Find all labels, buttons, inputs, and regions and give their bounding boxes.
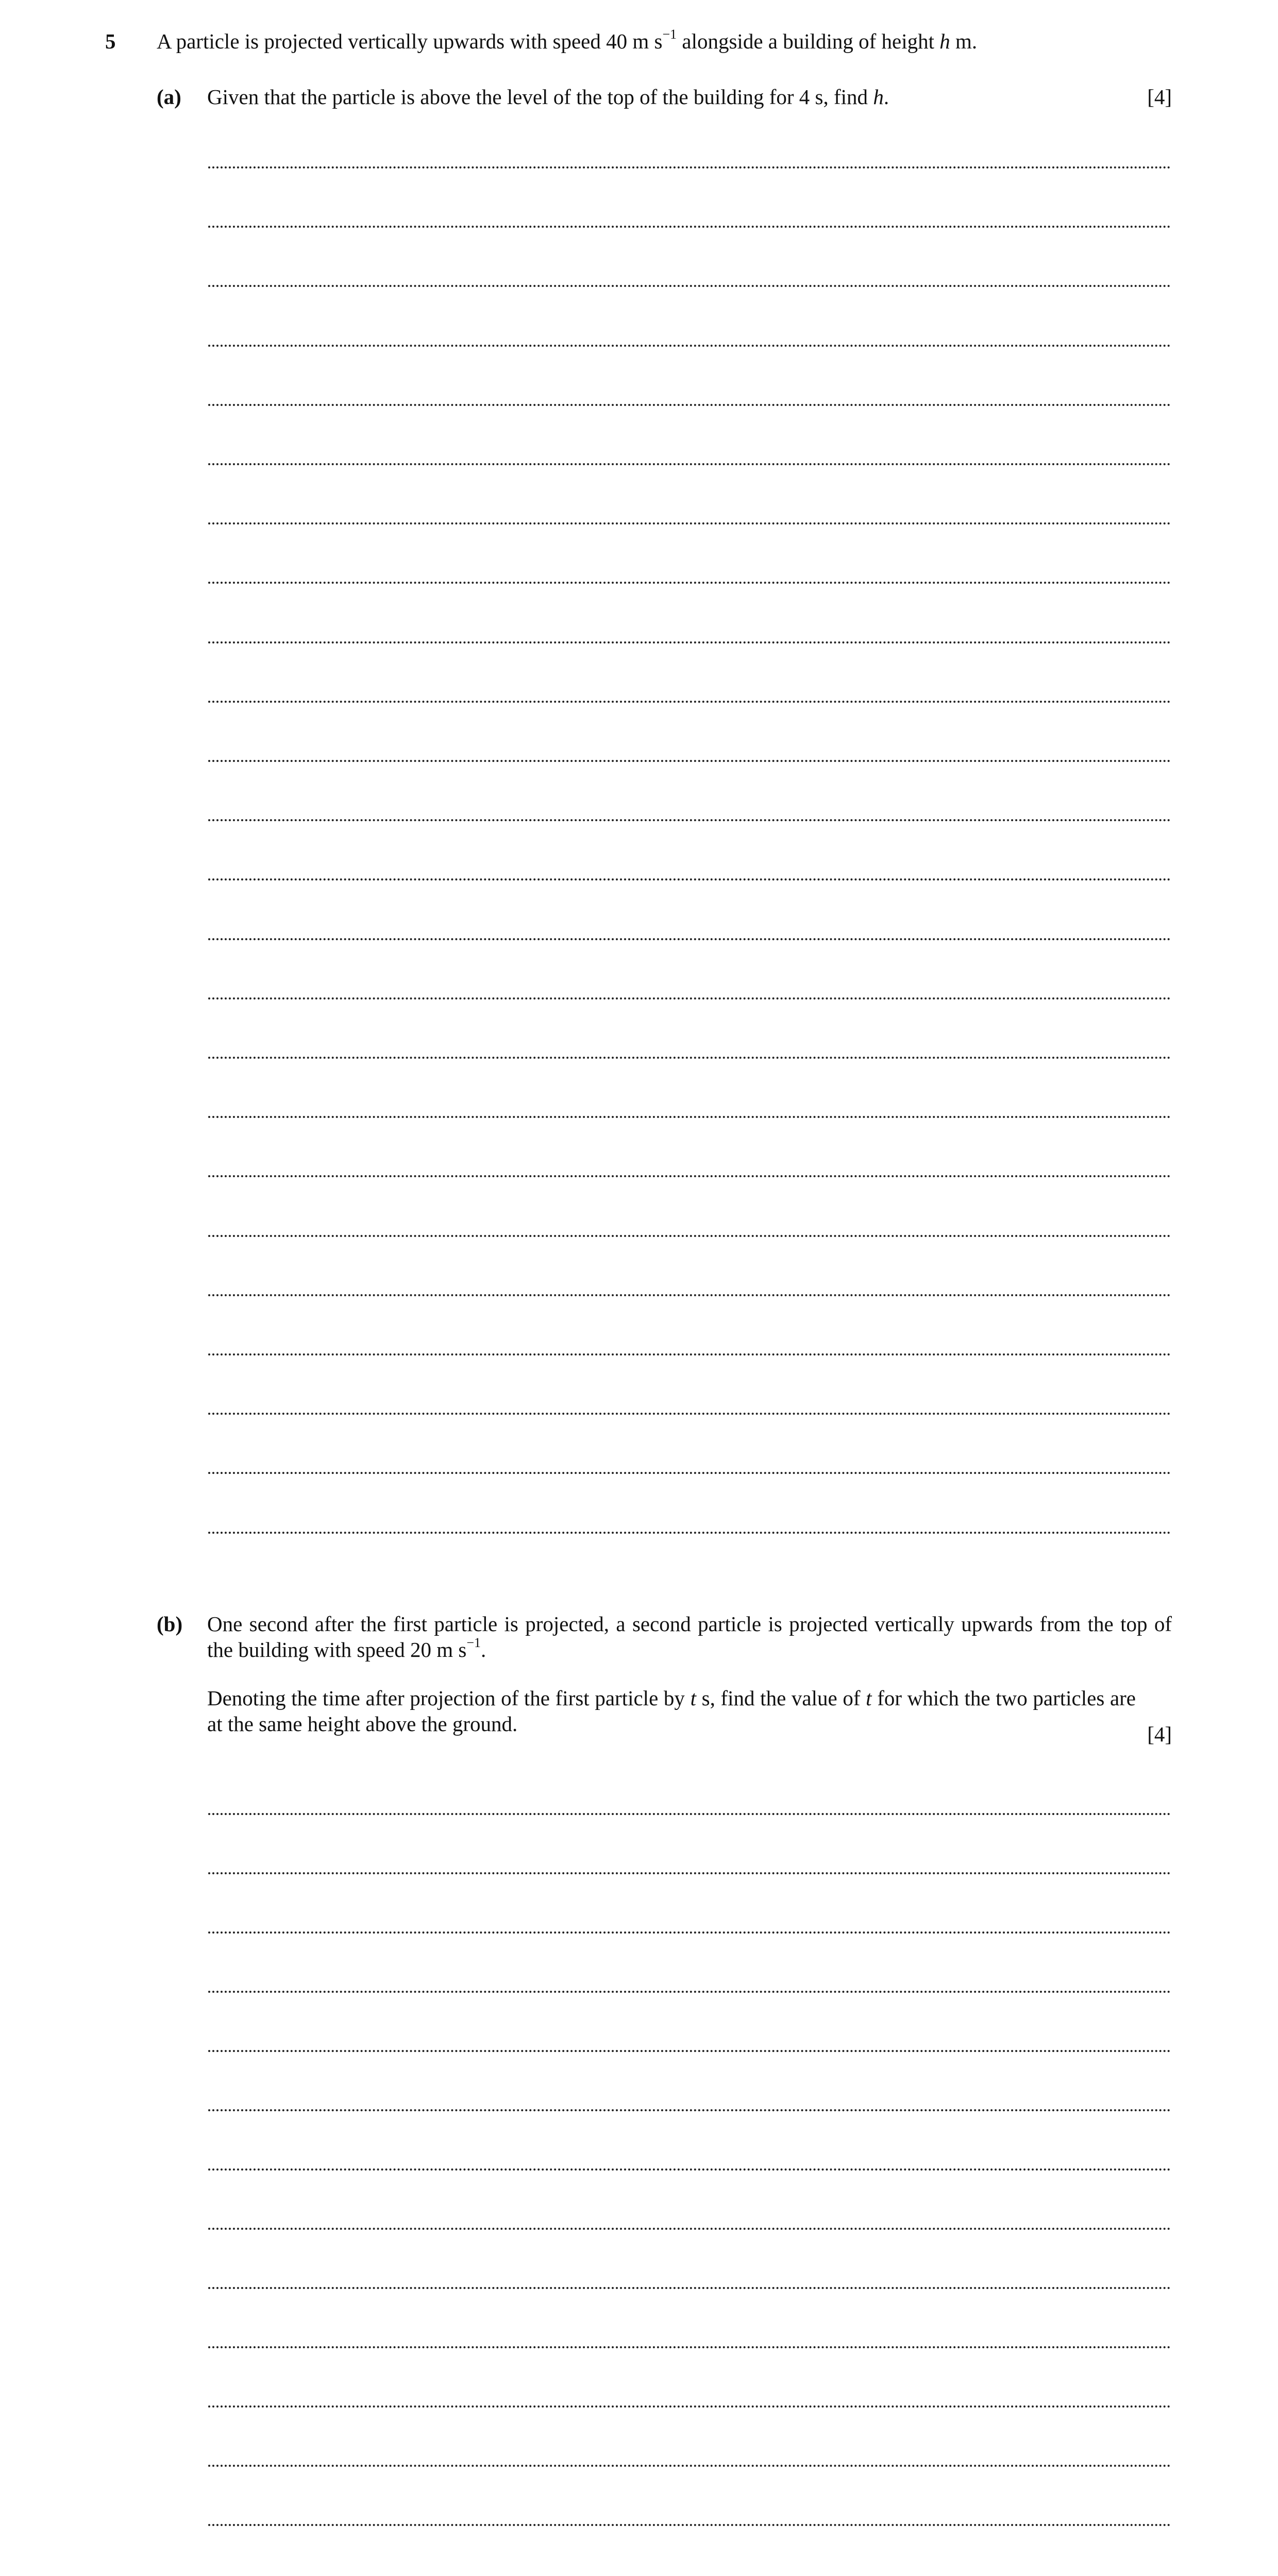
part-a-answer-line[interactable] xyxy=(208,404,1171,406)
part-b-paragraph-2 xyxy=(207,1685,1172,1737)
part-a-variable: h xyxy=(873,85,884,109)
part-a-text-prefix: Given that the particle is above the level of the top of the building for 4 s, find xyxy=(207,85,873,109)
part-b-text2-suffix: for which the two particles are at the same height above the ground. xyxy=(207,1686,1136,1736)
part-b-answer-line[interactable] xyxy=(208,2405,1171,2408)
stem-exponent: −1 xyxy=(662,27,677,42)
part-a-answer-line[interactable] xyxy=(208,938,1171,940)
part-b-text2-prefix: Denoting the time after projection of the first particle by xyxy=(207,1686,691,1710)
part-a-answer-line[interactable] xyxy=(208,345,1171,347)
part-b-variable-t-2: t xyxy=(866,1686,872,1710)
part-b-text1-suffix: . xyxy=(481,1638,486,1662)
part-a-answer-line[interactable] xyxy=(208,1532,1171,1534)
part-a-answer-line[interactable] xyxy=(208,701,1171,703)
stem-middle: alongside a building of height xyxy=(677,29,940,53)
part-a-answer-line[interactable] xyxy=(208,285,1171,287)
part-b-answer-line[interactable] xyxy=(208,1931,1171,1934)
part-a-answer-line[interactable] xyxy=(208,166,1171,168)
part-b-answer-line[interactable] xyxy=(208,2228,1171,2230)
part-b-answer-line[interactable] xyxy=(208,2168,1171,2171)
part-a-answer-line[interactable] xyxy=(208,522,1171,524)
stem-variable: h xyxy=(939,29,950,53)
part-a-answer-line[interactable] xyxy=(208,226,1171,228)
part-a-answer-line[interactable] xyxy=(208,1175,1171,1177)
part-b-text1-prefix: One second after the first particle is projected, a second particle is projected vertically upwards from the top of the building with speed 20 m s xyxy=(207,1612,1172,1662)
part-b-answer-line[interactable] xyxy=(208,2050,1171,2052)
part-a-answer-line[interactable] xyxy=(208,1057,1171,1059)
part-a-marks: [4] xyxy=(1147,85,1172,109)
part-a-answer-line[interactable] xyxy=(208,1413,1171,1415)
stem-prefix: A particle is projected vertically upwards with speed 40 m s xyxy=(157,29,663,53)
part-a-answer-line[interactable] xyxy=(208,1235,1171,1237)
part-a-answer-line[interactable] xyxy=(208,1353,1171,1355)
part-b-answer-line[interactable] xyxy=(208,1813,1171,1815)
part-a-answer-line[interactable] xyxy=(208,1472,1171,1474)
part-b-variable-t-1: t xyxy=(690,1686,696,1710)
part-a-text xyxy=(207,84,1083,110)
part-b-text xyxy=(207,1611,1172,1737)
part-b-answer-line[interactable] xyxy=(208,2465,1171,2467)
part-a-answer-line[interactable] xyxy=(208,997,1171,999)
part-b-marks: [4] xyxy=(1147,1722,1172,1746)
part-a-answer-line[interactable] xyxy=(208,1294,1171,1296)
part-a-answer-line[interactable] xyxy=(208,1116,1171,1118)
stem-suffix: m. xyxy=(950,29,978,53)
part-b-paragraph-1 xyxy=(207,1611,1172,1663)
part-a-answer-line[interactable] xyxy=(208,582,1171,584)
part-b-exponent: −1 xyxy=(466,1635,481,1651)
part-a-answer-line[interactable] xyxy=(208,641,1171,643)
part-b-answer-line[interactable] xyxy=(208,1991,1171,1993)
part-b-text2-mid: s, find the value of xyxy=(696,1686,866,1710)
part-b-label: (b) xyxy=(157,1612,183,1636)
question-stem xyxy=(157,27,1177,56)
part-b-answer-line[interactable] xyxy=(208,2109,1171,2111)
part-b-answer-line[interactable] xyxy=(208,2524,1171,2526)
part-b-answer-line[interactable] xyxy=(208,2287,1171,2289)
part-a-answer-line[interactable] xyxy=(208,819,1171,821)
part-a-answer-line[interactable] xyxy=(208,878,1171,880)
question-number: 5 xyxy=(105,29,116,53)
part-a-text-suffix: . xyxy=(883,85,889,109)
part-b-answer-line[interactable] xyxy=(208,1872,1171,1874)
part-b-answer-line[interactable] xyxy=(208,2346,1171,2348)
part-a-answer-line[interactable] xyxy=(208,760,1171,762)
part-a-label: (a) xyxy=(157,85,181,109)
part-a-answer-line[interactable] xyxy=(208,463,1171,465)
